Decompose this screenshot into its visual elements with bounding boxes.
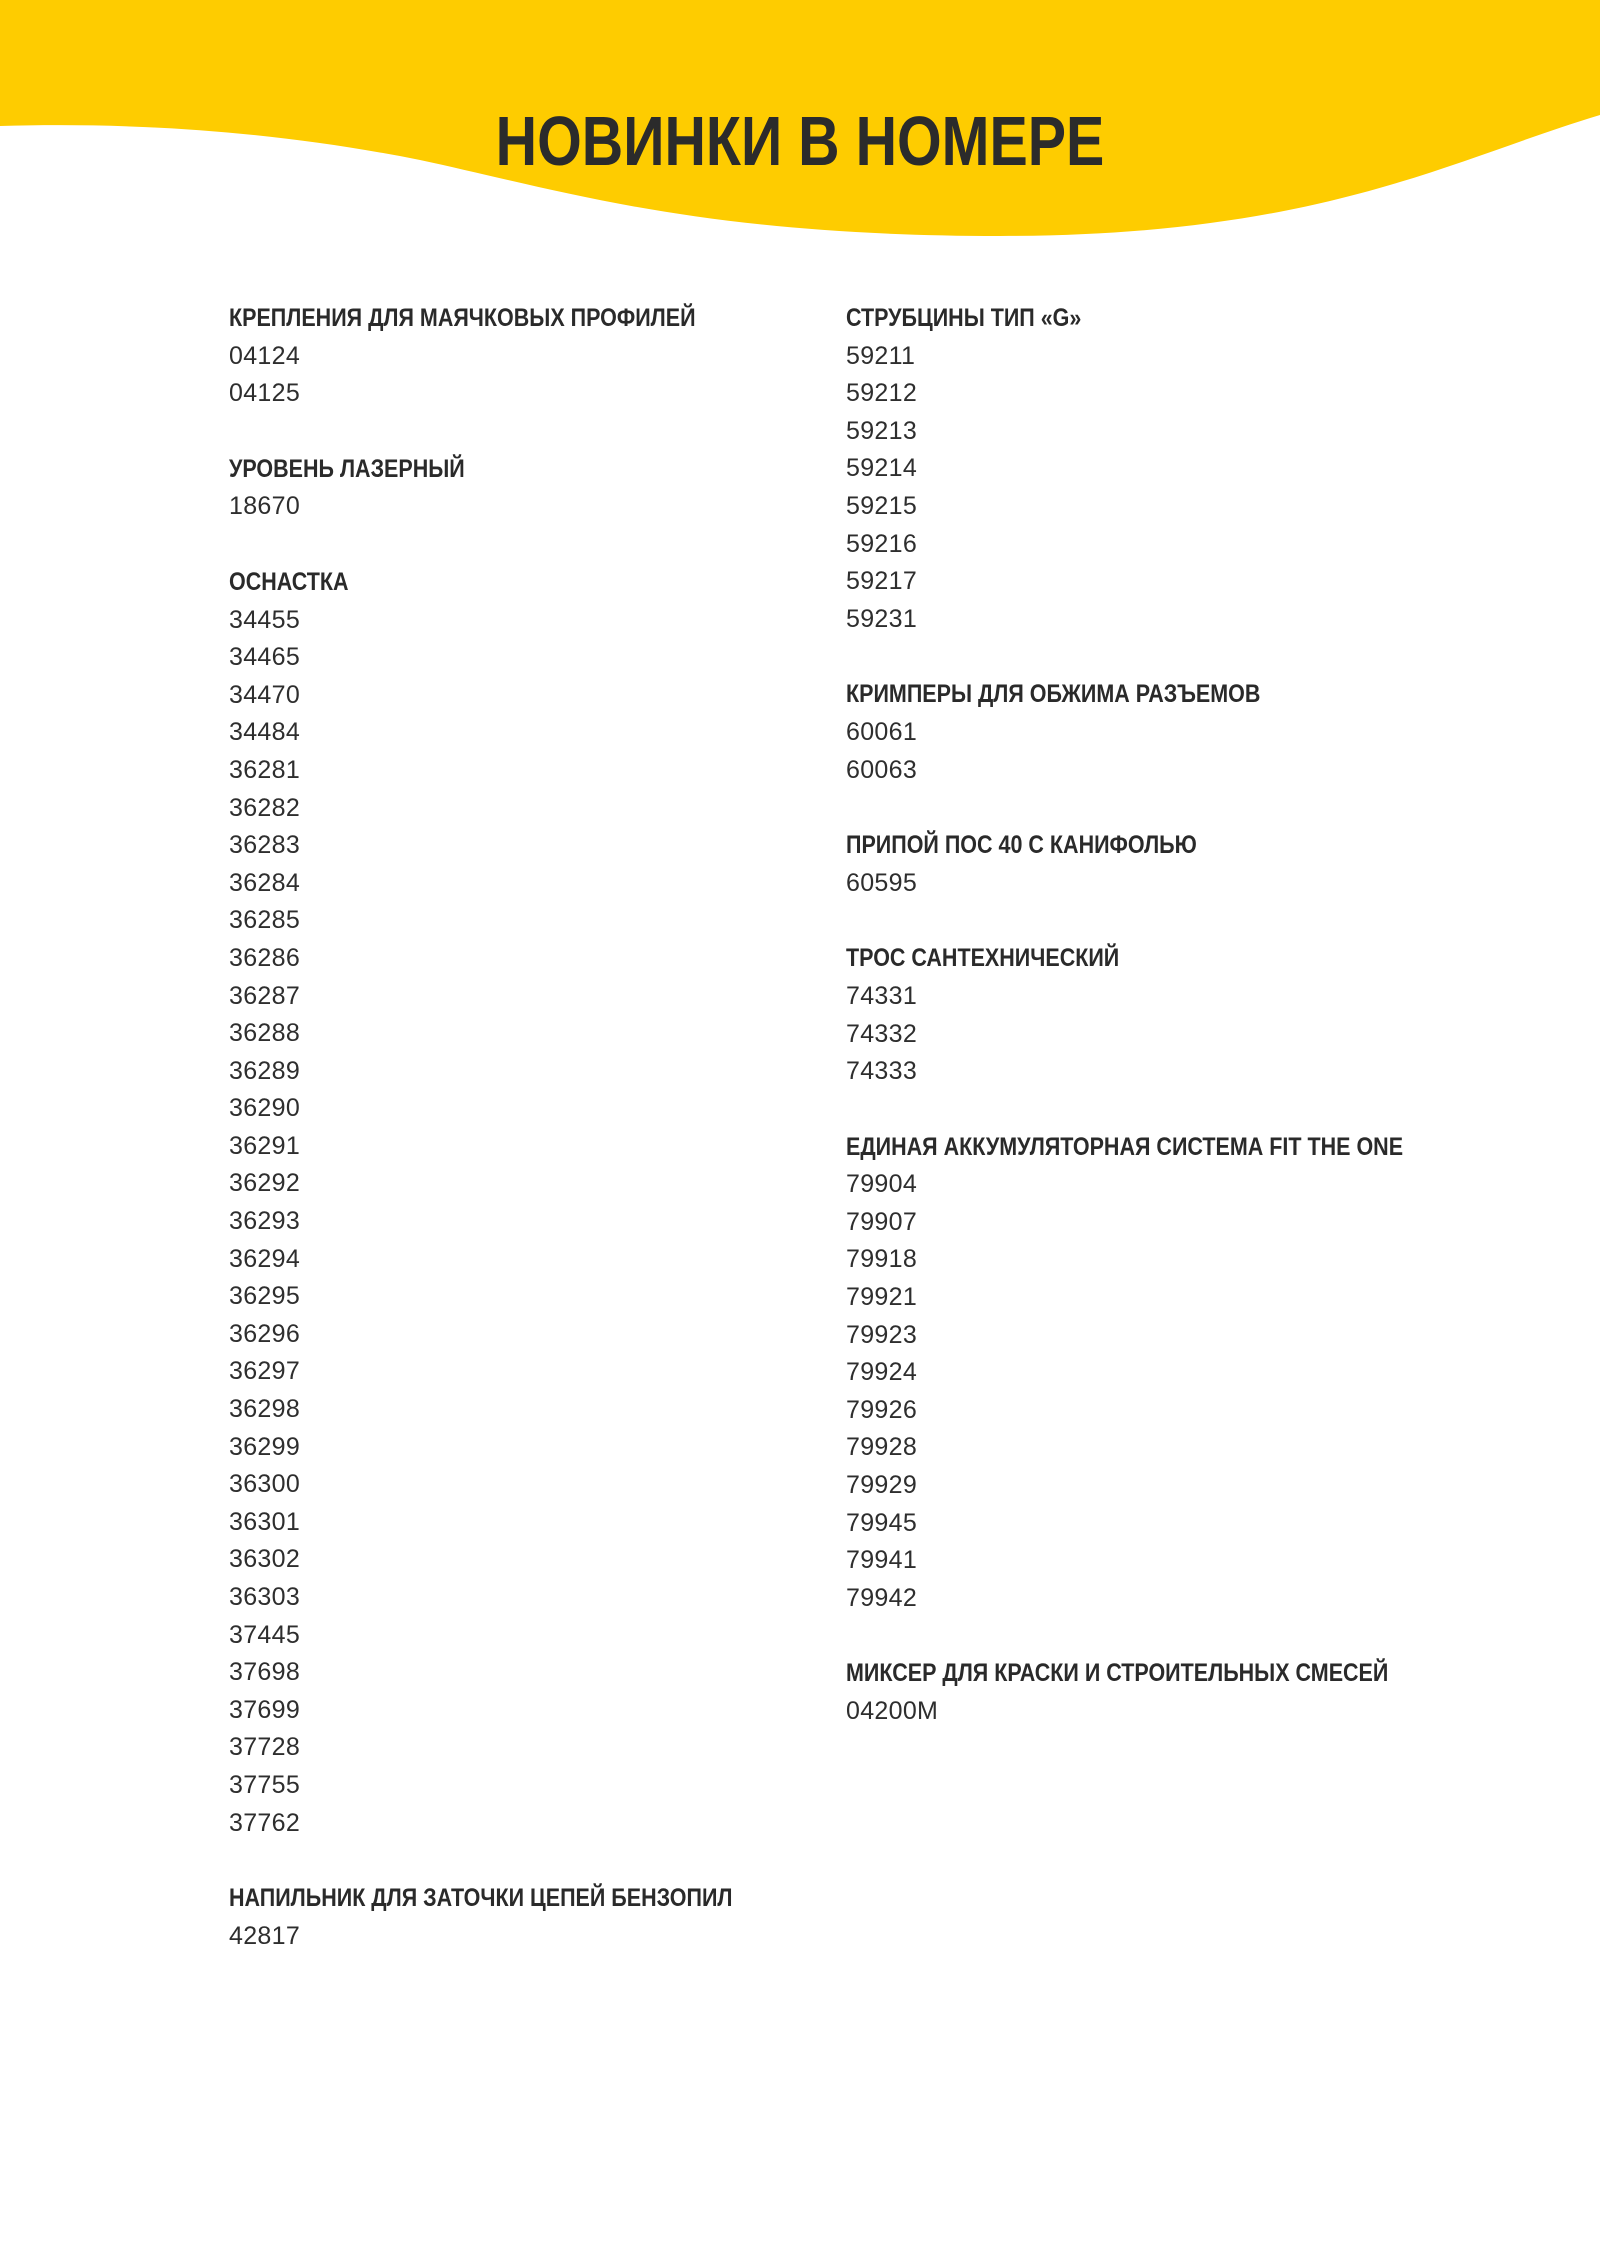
- article-code: 36283: [229, 831, 301, 860]
- article-code: 37728: [229, 1733, 301, 1762]
- section-title: СТРУБЦИНЫ ТИП «G»: [846, 304, 1082, 332]
- article-code: 36285: [229, 906, 301, 935]
- article-code-list: [846, 338, 1466, 639]
- article-code: 60063: [846, 755, 918, 784]
- article-code: 04124: [229, 341, 301, 370]
- article-code: 79907: [846, 1207, 918, 1236]
- article-code: 79904: [846, 1170, 918, 1199]
- article-code-list: [846, 714, 1466, 789]
- section-title: УРОВЕНЬ ЛАЗЕРНЫЙ: [229, 454, 465, 483]
- article-code: 36282: [229, 793, 301, 822]
- product-section: [229, 300, 789, 413]
- article-code: 36284: [229, 868, 301, 897]
- article-code: 79928: [846, 1433, 918, 1462]
- article-code: 36292: [229, 1169, 301, 1198]
- article-code: 36291: [229, 1131, 301, 1160]
- article-code: 79918: [846, 1245, 918, 1274]
- article-code: 59216: [846, 529, 918, 558]
- article-code: 79926: [846, 1395, 918, 1424]
- article-code: 36302: [229, 1545, 301, 1574]
- article-code-list: [846, 865, 1466, 903]
- article-code: 36281: [229, 755, 301, 784]
- article-code: 04125: [229, 379, 301, 408]
- article-code: 79924: [846, 1358, 918, 1387]
- article-code: 37699: [229, 1695, 301, 1724]
- section-title: МИКСЕР ДЛЯ КРАСКИ И СТРОИТЕЛЬНЫХ СМЕСЕЙ: [846, 1659, 1389, 1688]
- article-code: 36298: [229, 1395, 301, 1424]
- article-code: 34465: [229, 643, 301, 672]
- left-column: [229, 300, 789, 1993]
- article-code: 59214: [846, 454, 918, 483]
- article-code-list: [846, 978, 1466, 1091]
- article-code: 37755: [229, 1770, 301, 1799]
- article-code: 36289: [229, 1056, 301, 1085]
- section-title: КРЕПЛЕНИЯ ДЛЯ МАЯЧКОВЫХ ПРОФИЛЕЙ: [229, 304, 696, 332]
- article-code: 36295: [229, 1282, 301, 1311]
- article-code: 18670: [229, 492, 301, 521]
- article-code: 42817: [229, 1921, 301, 1950]
- section-title: ЕДИНАЯ АККУМУЛЯТОРНАЯ СИСТЕМА FIT THE ONE: [846, 1132, 1404, 1161]
- article-code: 36300: [229, 1470, 301, 1499]
- article-code: 37762: [229, 1808, 301, 1837]
- article-code: 59217: [846, 567, 918, 596]
- article-code: 36288: [229, 1019, 301, 1048]
- article-code: 36296: [229, 1319, 301, 1348]
- article-code: 36287: [229, 981, 301, 1010]
- article-code-list: [229, 338, 789, 413]
- product-section: [846, 676, 1466, 789]
- article-code-list: [229, 488, 789, 526]
- article-code: 34455: [229, 605, 301, 634]
- product-section: [846, 940, 1466, 1090]
- article-code: 36303: [229, 1583, 301, 1611]
- article-code: 79921: [846, 1283, 918, 1312]
- product-section: [846, 1655, 1466, 1730]
- article-code: 79929: [846, 1471, 918, 1500]
- right-column: [846, 300, 1466, 1769]
- product-section: [846, 827, 1466, 902]
- article-code: 36297: [229, 1357, 301, 1386]
- article-code: 79945: [846, 1508, 918, 1537]
- section-title: НАПИЛЬНИК ДЛЯ ЗАТОЧКИ ЦЕПЕЙ БЕНЗОПИЛ: [229, 1884, 733, 1913]
- article-code: 59231: [846, 604, 918, 633]
- article-code: 79923: [846, 1320, 918, 1349]
- page-title: НОВИНКИ В НОМЕРЕ: [495, 102, 1105, 180]
- article-code-list: [846, 1166, 1466, 1617]
- product-section: [846, 1129, 1466, 1618]
- article-code: 59211: [846, 341, 916, 370]
- article-code-list: [846, 1693, 1466, 1731]
- article-code: 36294: [229, 1244, 301, 1273]
- product-section: [846, 300, 1466, 638]
- article-code: 36286: [229, 943, 301, 972]
- product-section: [229, 564, 789, 1842]
- article-code: 37445: [229, 1620, 301, 1649]
- article-code: 60595: [846, 868, 918, 897]
- section-title: ПРИПОЙ ПОС 40 С КАНИФОЛЬЮ: [846, 831, 1197, 860]
- product-section: [229, 451, 789, 526]
- article-code: 79941: [846, 1546, 918, 1575]
- article-code: 36293: [229, 1207, 301, 1236]
- section-title: КРИМПЕРЫ ДЛЯ ОБЖИМА РАЗЪЕМОВ: [846, 680, 1261, 709]
- article-code: 04200M: [846, 1697, 939, 1725]
- article-code: 36290: [229, 1094, 301, 1123]
- section-title: ТРОС САНТЕХНИЧЕСКИЙ: [846, 944, 1120, 973]
- section-title: ОСНАСТКА: [229, 567, 349, 596]
- article-code: 74333: [846, 1057, 918, 1086]
- article-code: 34484: [229, 718, 301, 747]
- article-code: 74332: [846, 1019, 918, 1048]
- article-code-list: [229, 602, 789, 1843]
- article-code: 37698: [229, 1658, 301, 1687]
- article-code: 59213: [846, 416, 918, 445]
- article-code: 34470: [229, 680, 301, 709]
- article-code: 36301: [229, 1507, 301, 1536]
- article-code: 74331: [846, 981, 918, 1010]
- article-code: 60061: [846, 717, 918, 746]
- article-code: 36299: [229, 1432, 301, 1461]
- article-code: 79942: [846, 1583, 918, 1612]
- article-code: 59215: [846, 491, 918, 520]
- article-code-list: [229, 1918, 789, 1956]
- article-code: 59212: [846, 379, 918, 408]
- product-section: [229, 1880, 789, 1955]
